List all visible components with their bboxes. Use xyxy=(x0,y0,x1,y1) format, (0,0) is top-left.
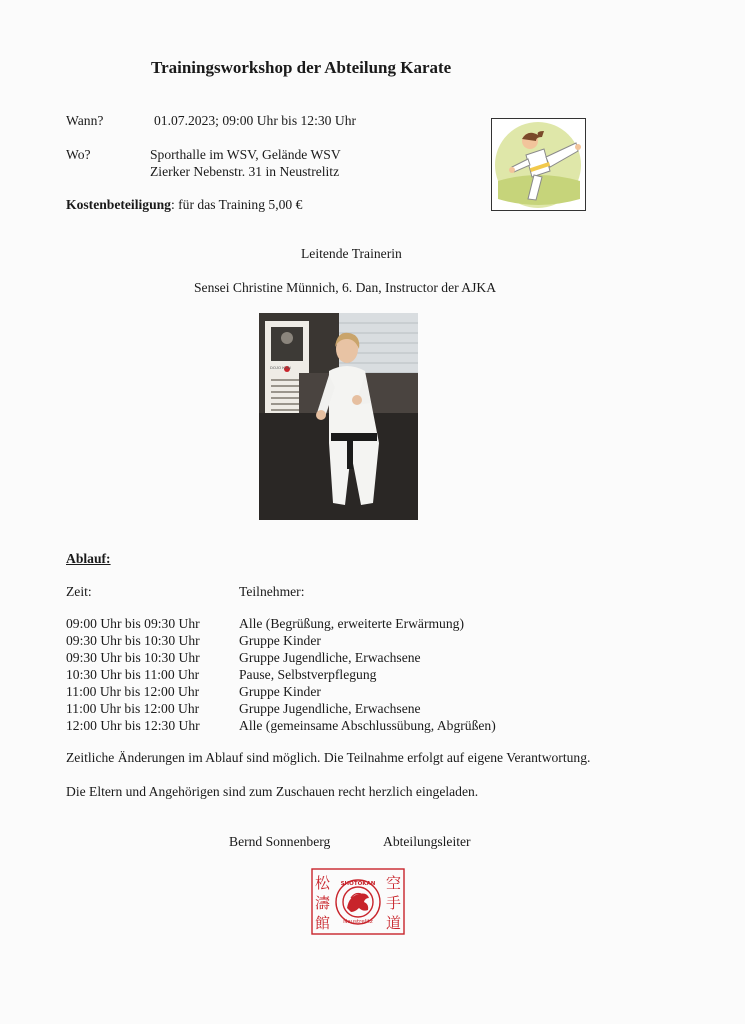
schedule-time: 11:00 Uhr bis 12:00 Uhr xyxy=(66,701,200,716)
stamp-right-char-3: 道 xyxy=(386,914,402,932)
schedule-participants: Alle (Begrüßung, erweiterte Erwärmung) xyxy=(239,616,464,631)
schedule-participants: Alle (gemeinsame Abschlussübung, Abgrüßen) xyxy=(239,718,496,733)
stamp-left-char-1: 松 xyxy=(315,874,331,892)
stamp-left-char-3: 館 xyxy=(315,914,331,932)
where-label: Wo? xyxy=(66,147,91,162)
trainer-photo xyxy=(259,313,418,520)
schedule-time: 09:30 Uhr bis 10:30 Uhr xyxy=(66,650,200,665)
time-column-header: Zeit: xyxy=(66,584,92,599)
schedule-time: 12:00 Uhr bis 12:30 Uhr xyxy=(66,718,200,733)
stamp-bottom-text: Neustrelitz xyxy=(343,919,373,925)
karate-kick-icon xyxy=(492,119,585,210)
stamp-left-char-2: 濤 xyxy=(315,894,331,912)
trainer-heading: Leitende Trainerin xyxy=(301,246,402,261)
where-line-2: Zierker Nebenstr. 31 in Neustrelitz xyxy=(150,164,340,179)
schedule-time: 11:00 Uhr bis 12:00 Uhr xyxy=(66,684,200,699)
stamp-right-char-2: 手 xyxy=(386,894,402,912)
stamp-right-char-1: 空 xyxy=(386,874,402,892)
page-title: Trainingsworkshop der Abteilung Karate xyxy=(151,58,452,77)
costs-label: Kostenbeteiligung xyxy=(66,197,171,212)
costs-line xyxy=(66,197,302,213)
shotokan-stamp xyxy=(311,868,405,935)
changes-note: Zeitliche Änderungen im Ablauf sind möglich. Die Teilnahme erfolgt auf eigene Verantwortung. xyxy=(66,750,591,765)
tiger-seal-icon xyxy=(311,868,405,935)
schedule-participants: Gruppe Kinder xyxy=(239,684,321,699)
karate-clipart-image xyxy=(491,118,586,211)
schedule-time: 10:30 Uhr bis 11:00 Uhr xyxy=(66,667,200,682)
schedule-heading: Ablauf: xyxy=(66,551,111,566)
costs-value: : für das Training 5,00 € xyxy=(170,197,303,212)
stamp-top-text: SHOTOKAN xyxy=(340,881,376,887)
invite-note: Die Eltern und Angehörigen sind zum Zuschauen recht herzlich eingeladen. xyxy=(66,784,479,799)
when-label: Wann? xyxy=(66,113,104,128)
schedule-participants: Pause, Selbstverpflegung xyxy=(239,667,377,682)
schedule-participants: Gruppe Jugendliche, Erwachsene xyxy=(239,701,421,716)
where-line-1: Sporthalle im WSV, Gelände WSV xyxy=(150,147,341,162)
signer-role: Abteilungsleiter xyxy=(383,834,471,849)
signer-name: Bernd Sonnenberg xyxy=(229,834,331,849)
trainer-name: Sensei Christine Münnich, 6. Dan, Instructor der AJKA xyxy=(194,280,497,295)
when-value: 01.07.2023; 09:00 Uhr bis 12:30 Uhr xyxy=(154,113,357,128)
schedule-participants: Gruppe Kinder xyxy=(239,633,321,648)
participants-column-header: Teilnehmer: xyxy=(239,584,305,599)
schedule-time: 09:30 Uhr bis 10:30 Uhr xyxy=(66,633,200,648)
schedule-time: 09:00 Uhr bis 09:30 Uhr xyxy=(66,616,200,631)
poster-title: DOJO KUN xyxy=(270,365,291,370)
schedule-participants: Gruppe Jugendliche, Erwachsene xyxy=(239,650,421,665)
